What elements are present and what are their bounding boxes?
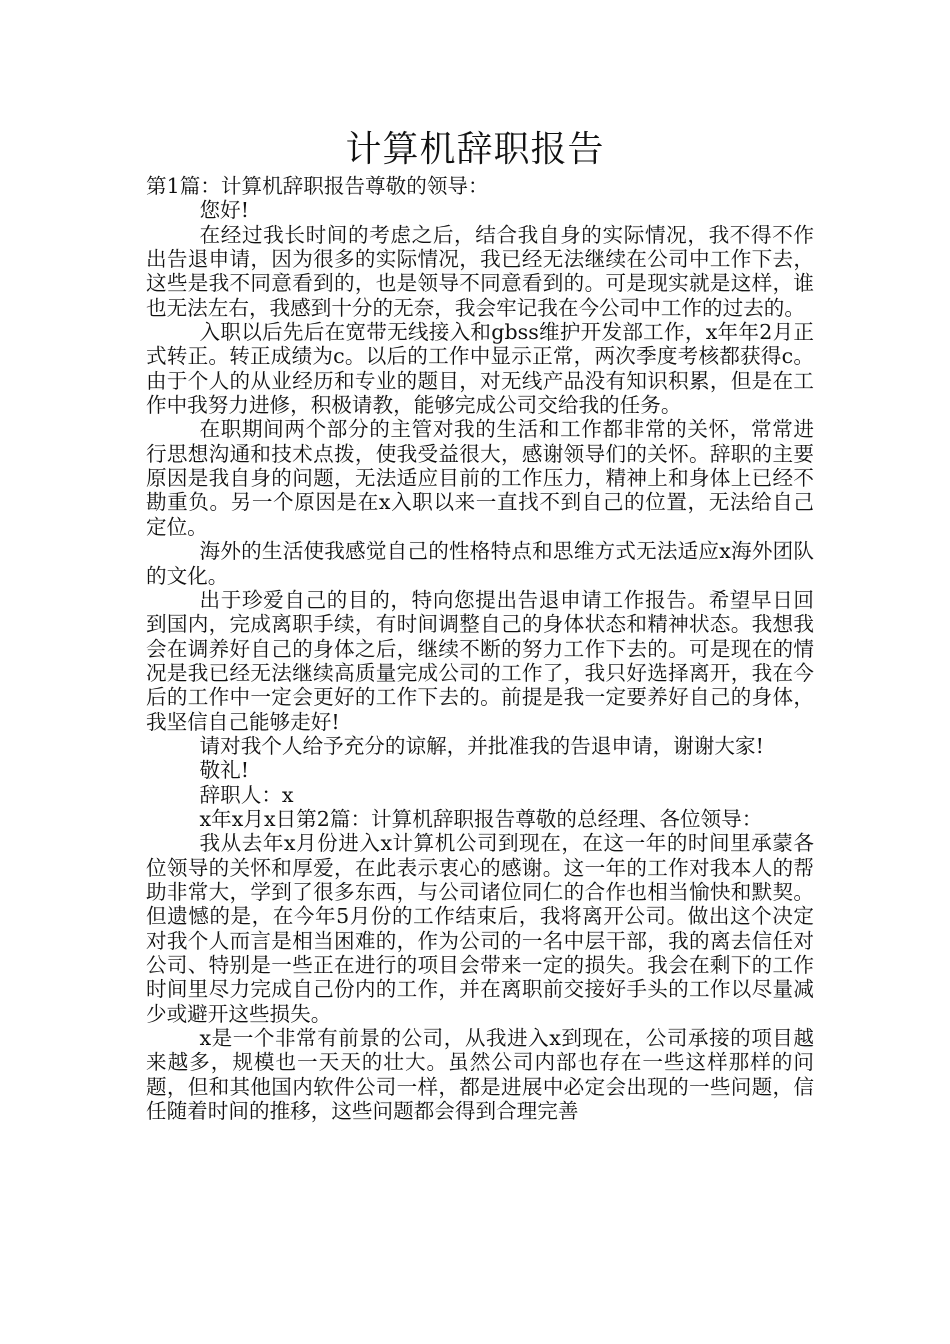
paragraph-7: 出于珍爱自己的目的，特向您提出告退申请工作报告。希望早日回到国内，完成离职手续，有时间调整自己的身体状态和精神状态。我想我会在调养好自己的身体之后，继续不断的努力工作下去的。可是现在的情况是我已经无法继续高质量完成公司的工作了，我只好选择离开，我在今后的工作中一定会更好的工作下去的。前提是我一定要养好自己的身体，我坚信自己能够走好! [146,587,814,734]
paragraph-1: 第1篇：计算机辞职报告尊敬的领导： [146,174,489,198]
paragraph-4: 入职以后先后在宽带无线接入和gbss维护开发部工作，x年年2月正式转正。转正成绩为c。以后的工作中显示正常，两次季度考核都获得c。由于个人的从业经历和专业的题目，对无线产品没有知识积累，但是在工作中我努力进修，积极请教，能够完成公司交给我的任务。 [146,320,814,418]
paragraph-9: 敬礼! [199,758,250,783]
page-title: 计算机辞职报告 [345,129,605,170]
paragraph-8: 请对我个人给予充分的谅解，并批准我的告退申请，谢谢大家! [199,733,764,758]
paragraph-6: 海外的生活使我感觉自己的性格特点和思维方式无法适应x海外团队的文化。 [146,539,814,588]
paragraph-11: x年x月x日第2篇：计算机辞职报告尊敬的总经理、各位领导： [199,806,763,831]
paragraph-10: 辞职人：x [199,782,294,807]
paragraph-12: 我从去年x月份进入x计算机公司到现在，在这一年的时间里承蒙各位领导的关怀和厚爱，在此表示衷心的感谢。这一年的工作对我本人的帮助非常大，学到了很多东西，与公司诸位同仁的合作也相当愉快和默契。但遗憾的是，在今年5月份的工作结束后，我将离开公司。做出这个决定对我个人而言是相当困难的，作为公司的一名中层干部，我的离去信任对公司、特别是一些正在进行的项目会带来一定的损失。我会在剩下的工作时间里尽力完成自己份内的工作，并在离职前交接好手头的工作以尽量减少或避开这些损失。 [146,831,814,1026]
paragraph-3: 在经过我长时间的考虑之后，结合我自身的实际情况，我不得不作出告退申请，因为很多的实际情况，我已经无法继续在公司中工作下去，这些是我不同意看到的，也是领导不同意看到的。可是现实就是这样，谁也无法左右，我感到十分的无奈，我会牢记我在今公司中工作的过去的。 [146,222,814,320]
document-body [146,174,814,1123]
paragraph-5: 在职期间两个部分的主管对我的生活和工作都非常的关怀，常常进行思想沟通和技术点拨，使我受益很大，感谢领导们的关怀。辞职的主要原因是我自身的问题，无法适应目前的工作压力，精神上和身体上已经不勘重负。另一个原因是在x入职以来一直找不到自己的位置，无法给自己定位。 [146,417,814,539]
paragraph-13: x是一个非常有前景的公司，从我进入x到现在，公司承接的项目越来越多，规模也一天天的壮大。虽然公司内部也存在一些这样那样的问题，但和其他国内软件公司一样，都是进展中必定会出现的一些问题，信任随着时间的推移，这些问题都会得到合理完善 [146,1026,814,1124]
paragraph-2: 您好! [199,198,250,223]
